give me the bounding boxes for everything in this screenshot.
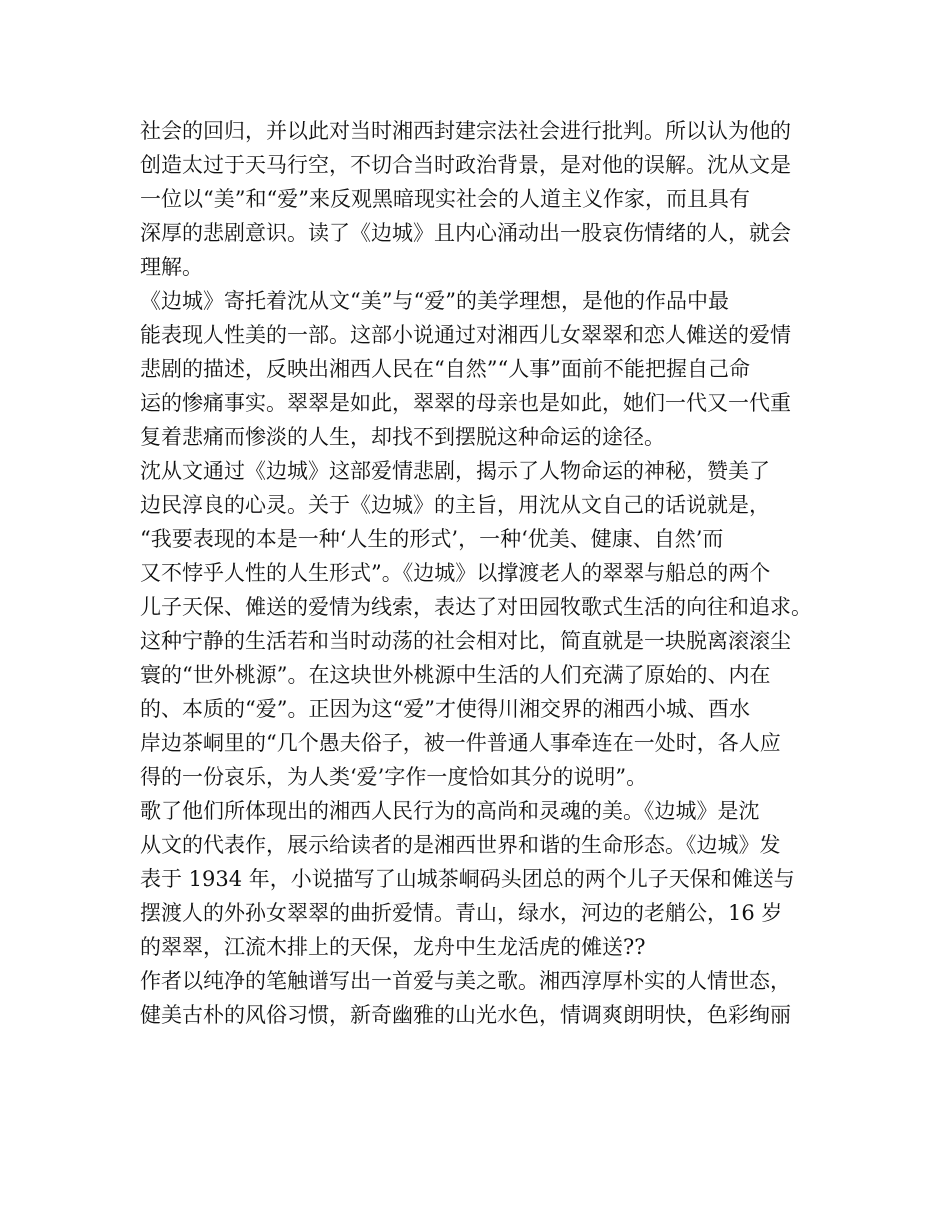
text-line: 悲剧的描述，反映出湘西人民在“自然”“人事”面前不能把握自己命 [140, 357, 750, 381]
paragraph-1 [140, 114, 820, 284]
text-line: 这种宁静的生活若和当时动荡的社会相对比，简直就是一块脱离滚滚尘 [140, 629, 791, 653]
text-line: 健美古朴的风俗习惯，新奇幽雅的山光水色，情调爽朗明快，色彩绚丽 [140, 1003, 791, 1027]
paragraph-2 [140, 284, 820, 454]
text-line: 运的惨痛事实。翠翠是如此，翠翠的母亲也是如此，她们一代又一代重 [140, 391, 791, 415]
text-line: 岸边茶峒里的“几个愚夫俗子，被一件普通人事牵连在一处时，各人应 [140, 731, 781, 755]
document-body [140, 114, 820, 1032]
paragraph-5 [140, 964, 820, 1032]
text-line: 社会的回归，并以此对当时湘西封建宗法社会进行批判。所以认为他的 [140, 119, 791, 143]
text-line: 儿子天保、傩送的爱情为线索，表达了对田园牧歌式生活的向往和追求。 [140, 595, 812, 619]
text-line: 的翠翠，江流木排上的天保，龙舟中生龙活虎的傩送?? [140, 935, 646, 959]
text-line: “我要表现的本是一种‘人生的形式’，一种‘优美、健康、自然’而 [140, 527, 724, 551]
paragraph-3 [140, 454, 820, 794]
text-line: 寰的“世外桃源”。在这块世外桃源中生活的人们充满了原始的、内在 [140, 663, 771, 687]
paragraph-4 [140, 794, 820, 964]
text-line: 得的一份哀乐，为人类‘爱’字作一度恰如其分的说明”。 [140, 765, 648, 789]
text-line: 的、本质的“爱”。正因为这“爱”才使得川湘交界的湘西小城、酉水 [140, 697, 750, 721]
text-line: 深厚的悲剧意识。读了《边城》且内心涌动出一股哀伤情绪的人，就会 [140, 221, 791, 245]
text-line: 理解。 [140, 255, 203, 279]
text-line: 创造太过于天马行空，不切合当时政治背景，是对他的误解。沈从文是 [140, 153, 791, 177]
text-line: 作者以纯净的笔触谱写出一首爱与美之歌。湘西淳厚朴实的人情世态， [140, 969, 791, 993]
text-line: 沈从文通过《边城》这部爱情悲剧，揭示了人物命运的神秘，赞美了 [140, 459, 770, 483]
text-line: 能表现人性美的一部。这部小说通过对湘西儿女翠翠和恋人傩送的爱情 [140, 323, 791, 347]
text-line: 一位以“美”和“爱”来反观黑暗现实社会的人道主义作家，而且具有 [140, 187, 750, 211]
text-line: 边民淳良的心灵。关于《边城》的主旨，用沈从文自己的话说就是， [140, 493, 770, 517]
text-line: 表于 1934 年，小说描写了山城茶峒码头团总的两个儿子天保和傩送与 [140, 867, 795, 891]
text-line: 歌了他们所体现出的湘西人民行为的高尚和灵魂的美。《边城》是沈 [140, 799, 760, 823]
text-line: 又不悖乎人性的人生形式”。《边城》以撑渡老人的翠翠与船总的两个 [140, 561, 771, 585]
text-line: 从文的代表作，展示给读者的是湘西世界和谐的生命形态。《边城》发 [140, 833, 781, 857]
text-line: 《边城》寄托着沈从文“美”与“爱”的美学理想，是他的作品中最 [140, 289, 729, 313]
text-line: 摆渡人的外孙女翠翠的曲折爱情。青山，绿水，河边的老艄公，16 岁 [140, 901, 783, 925]
text-line: 复着悲痛而惨淡的人生，却找不到摆脱这种命运的途径。 [140, 425, 665, 449]
